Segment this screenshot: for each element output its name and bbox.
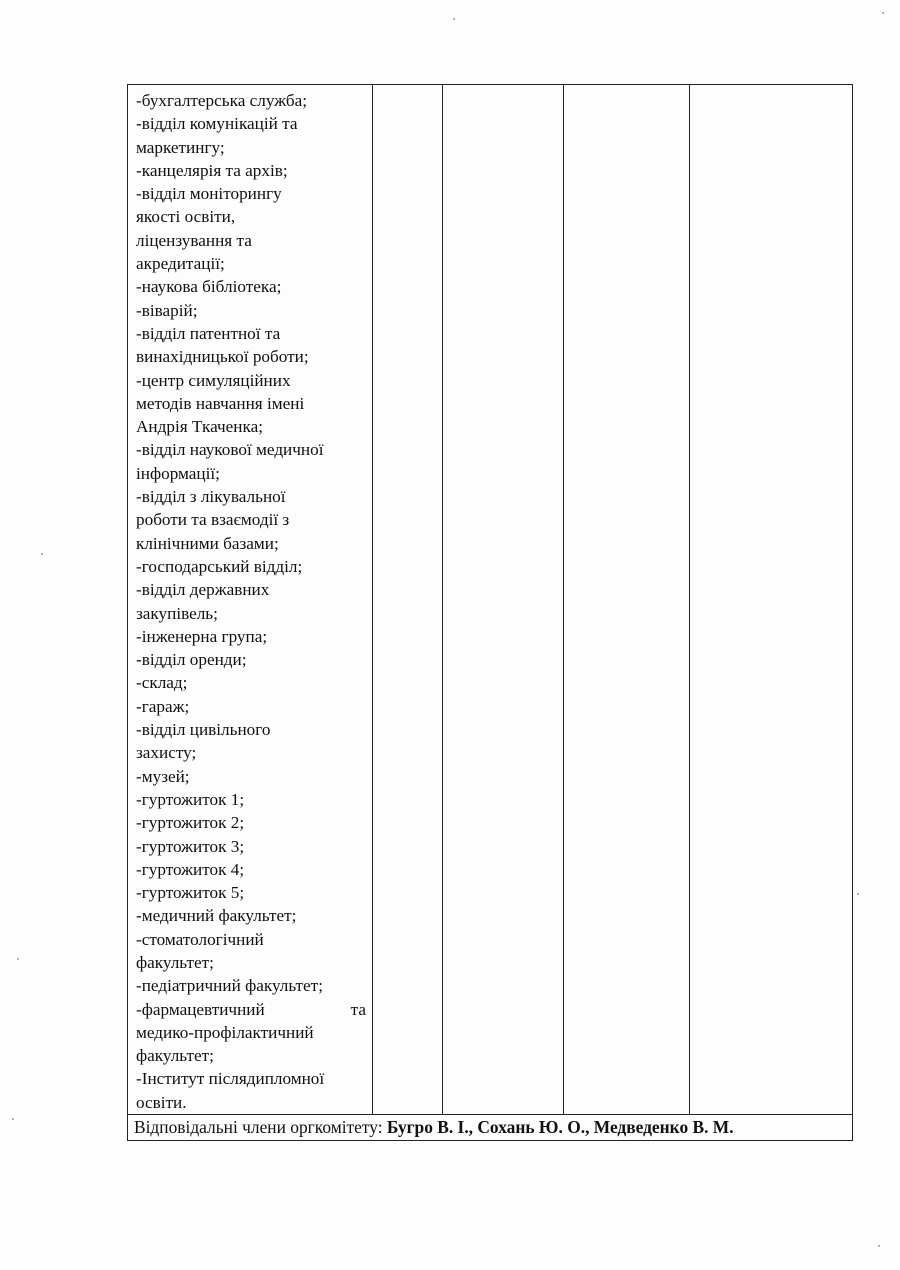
unit-list-item [136, 671, 366, 694]
unit-list-item [136, 811, 366, 834]
unit-list-word: та [350, 999, 366, 1019]
unit-list-line: -Інститут післядипломної [136, 1069, 325, 1089]
unit-list-line: -відділ моніторингу [136, 184, 282, 204]
unit-list-line: -центр симуляційних [136, 370, 291, 390]
unit-list-item [136, 1067, 366, 1114]
unit-list-line: -інженерна група; [136, 626, 268, 646]
unit-list-item [136, 555, 366, 578]
unit-list-line: -медичний факультет; [136, 906, 297, 926]
unit-list-item [136, 858, 366, 881]
unit-list-line: роботи та взаємодії з [136, 510, 290, 530]
unit-list-word: -фармацевтичний [136, 999, 265, 1019]
unit-list-item [136, 159, 366, 182]
unit-list-item [136, 438, 366, 485]
unit-list-line: -наукова бібліотека; [136, 277, 282, 297]
unit-list-line: -гараж; [136, 696, 190, 716]
unit-list-item [136, 299, 366, 322]
unit-list-item [136, 718, 366, 765]
unit-list-item [136, 904, 366, 927]
unit-list-item [136, 928, 366, 975]
unit-list-line: -господарський відділ; [136, 556, 303, 576]
responsible-members-names: Бугро В. І., Сохань Ю. О., Медведенко В. М. [386, 1117, 734, 1138]
unit-list-line: методів навчання імені [136, 393, 305, 413]
empty-cell-4 [564, 85, 690, 1115]
unit-list-item [136, 881, 366, 904]
unit-list-item [136, 485, 366, 555]
scan-speck [17, 958, 19, 960]
unit-list-item [136, 835, 366, 858]
unit-list-line: -відділ наукової медичної [136, 440, 324, 460]
unit-list-line: -бухгалтерська служба; [136, 91, 307, 110]
unit-list-item [136, 788, 366, 811]
unit-list-line: -склад; [136, 673, 188, 693]
table-row-footer [128, 1115, 853, 1141]
unit-list-line: -гуртожиток 4; [136, 859, 245, 879]
unit-list-item [136, 998, 366, 1068]
organizing-table [127, 84, 853, 1141]
unit-list-line: якості освіти, [136, 207, 236, 227]
unit-list-line: -відділ цивільного [136, 720, 271, 740]
unit-list-line: інформації; [136, 463, 220, 483]
scan-speck [41, 553, 43, 555]
unit-list-line: акредитації; [136, 254, 225, 274]
unit-list-item [136, 625, 366, 648]
responsible-members-label: Відповідальні члени оргкомітету: [134, 1117, 383, 1138]
unit-list-line: медико-профілактичний [136, 1022, 314, 1042]
unit-list-line: -педіатричний факультет; [136, 976, 323, 996]
unit-list-line [136, 998, 366, 1021]
unit-list-line: -відділ з лікувальної [136, 487, 286, 507]
empty-cell-5 [690, 85, 853, 1115]
unit-list-line: -віварій; [136, 300, 198, 320]
unit-list-item [136, 112, 366, 159]
unit-list-line: -відділ патентної та [136, 323, 281, 343]
units-cell [128, 85, 373, 1115]
scan-speck [12, 1118, 14, 1120]
unit-list-item [136, 695, 366, 718]
unit-list-line: -гуртожиток 2; [136, 813, 245, 833]
unit-list-item [136, 369, 366, 439]
structural-units-list [128, 85, 372, 1114]
unit-list-line: -гуртожиток 5; [136, 883, 245, 903]
unit-list-line: факультет; [136, 952, 214, 972]
empty-cell-2 [373, 85, 443, 1115]
scan-speck [453, 18, 455, 20]
scan-speck [878, 1245, 880, 1247]
unit-list-item [136, 974, 366, 997]
unit-list-line: Андрія Ткаченка; [136, 417, 263, 437]
unit-list-item [136, 275, 366, 298]
unit-list-line: -гуртожиток 3; [136, 836, 245, 856]
unit-list-line: -відділ комунікацій та [136, 114, 298, 134]
unit-list-line: маркетингу; [136, 137, 225, 157]
unit-list-line: -відділ державних [136, 580, 270, 600]
unit-list-line: факультет; [136, 1046, 214, 1066]
unit-list-line: -музей; [136, 766, 190, 786]
unit-list-line: клінічними базами; [136, 533, 279, 553]
unit-list-item [136, 182, 366, 275]
unit-list-line: винахідницької роботи; [136, 347, 309, 367]
empty-cell-3 [443, 85, 564, 1115]
scan-speck [882, 12, 884, 14]
unit-list-line: -відділ оренди; [136, 650, 247, 670]
unit-list-line: захисту; [136, 743, 197, 763]
unit-list-item [136, 578, 366, 625]
unit-list-line: -стоматологічний [136, 929, 264, 949]
unit-list-line: ліцензування та [136, 230, 252, 250]
unit-list-item [136, 322, 366, 369]
unit-list-line: закупівель; [136, 603, 218, 623]
responsible-members-cell [128, 1115, 853, 1141]
unit-list-item [136, 89, 366, 112]
unit-list-line: -гуртожиток 1; [136, 789, 245, 809]
unit-list-line: -канцелярія та архів; [136, 160, 288, 180]
table-row-units [128, 85, 853, 1115]
unit-list-line: освіти. [136, 1092, 187, 1112]
unit-list-item [136, 765, 366, 788]
unit-list-item [136, 648, 366, 671]
scan-speck [857, 893, 859, 895]
